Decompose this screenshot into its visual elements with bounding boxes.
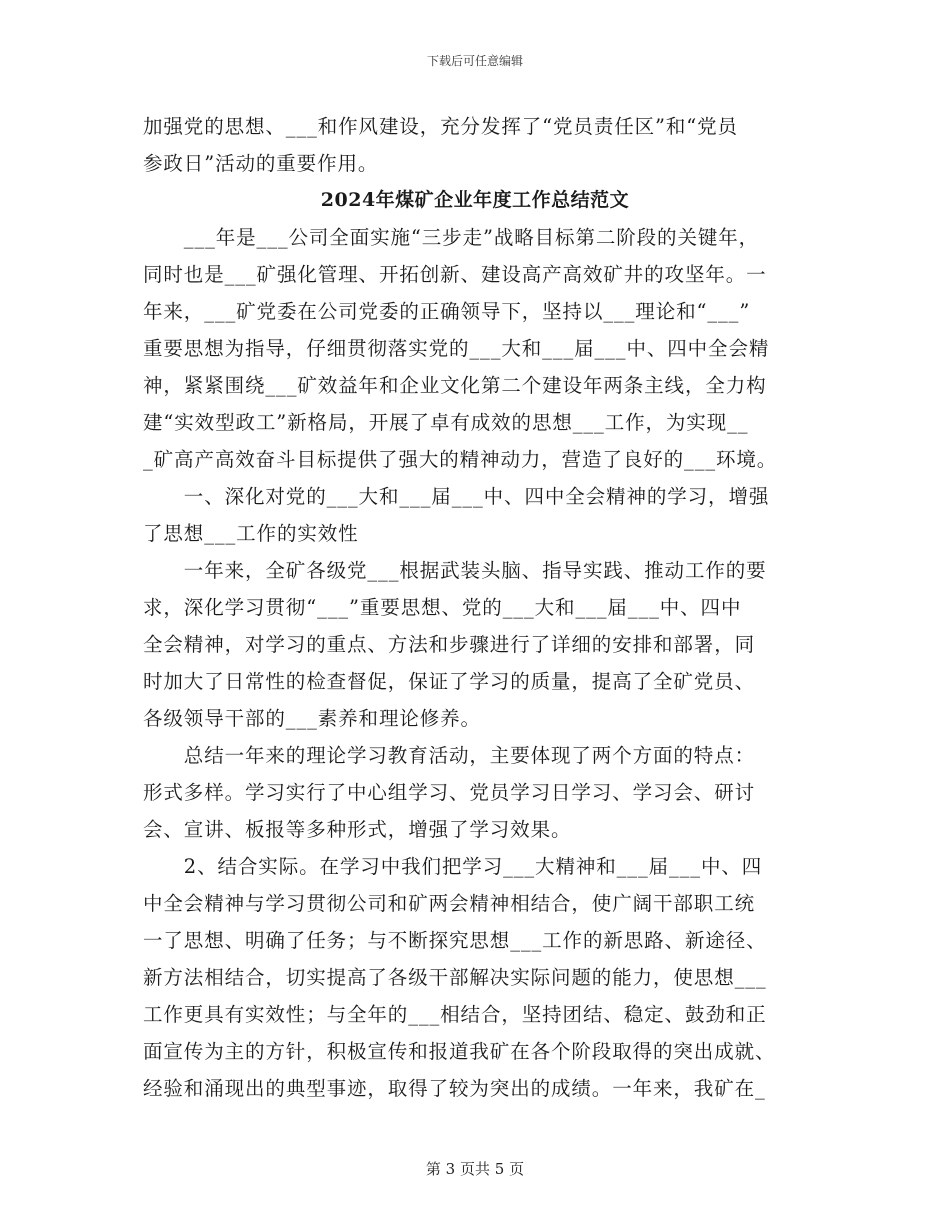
page-number-footer: 第 3 页共 5 页 <box>425 1160 525 1178</box>
body-line: 年来，___矿党委在公司党委的正确领导下，坚持以___理论和“___” <box>143 300 751 323</box>
body-line: 参政日”活动的重要作用。 <box>143 152 379 175</box>
body-line: 2、结合实际。在学习中我们把学习___大精神和___届___中、四 <box>143 855 763 878</box>
body-line: 会、宣讲、板报等多种形式，增强了学习效果。 <box>143 818 572 841</box>
body-line: 工作更具有实效性；与全年的___相结合，坚持团结、稳定、鼓劲和正 <box>143 1003 767 1026</box>
section-heading-line: 一、深化对党的___大和___届___中、四中全会精神的学习，增强 <box>143 485 770 508</box>
body-line: 神，紧紧围绕___矿效益年和企业文化第二个建设年两条主线，全力构 <box>143 374 767 397</box>
document-body <box>143 108 807 1107</box>
body-line: 一年来，全矿各级党___根据武装头脑、指导实践、推动工作的要 <box>143 559 767 582</box>
body-line: 建“实效型政工”新格局，开展了卓有成效的思想___工作，为实现__ <box>143 411 749 434</box>
body-line: 一了思想、明确了任务；与不断探究思想___工作的新思路、新途径、 <box>143 929 767 952</box>
body-line: _矿高产高效奋斗目标提供了强大的精神动力，营造了良好的___环境。 <box>143 448 778 471</box>
body-line: 面宣传为主的方针，积极宣传和报道我矿在各个阶段取得的突出成就、 <box>143 1040 776 1063</box>
body-line: 各级领导干部的___素养和理论修养。 <box>143 707 481 730</box>
body-line: 重要思想为指导，仔细贯彻落实党的___大和___届___中、四中全会精 <box>143 337 770 360</box>
body-line: 形式多样。学习实行了中心组学习、党员学习日学习、学习会、研讨 <box>143 781 756 804</box>
body-line: 全会精神，对学习的重点、方法和步骤进行了详细的安排和部署，同 <box>143 633 756 656</box>
body-line: ___年是___公司全面实施“三步走”战略目标第二阶段的关键年， <box>143 226 760 249</box>
body-line: 新方法相结合，切实提高了各级干部解决实际问题的能力，使思想___ <box>143 966 767 989</box>
body-line: 中全会精神与学习贯彻公司和矿两会精神相结合，使广阔干部职工统 <box>143 892 756 915</box>
header-note: 下载后可任意编辑 <box>426 54 523 68</box>
document-title: 2024年煤矿企业年度工作总结范文 <box>320 189 630 211</box>
body-line: 时加大了日常性的检查督促，保证了学习的质量，提高了全矿党员、 <box>143 670 756 693</box>
body-line: 加强党的思想、___和作风建设，充分发挥了“党员责任区”和“党员 <box>143 115 738 138</box>
body-line: 经验和涌现出的典型事迹，取得了较为突出的成绩。一年来，我矿在_ <box>143 1077 766 1100</box>
body-line: 求，深化学习贯彻“___”重要思想、党的___大和___届___中、四中 <box>143 596 742 619</box>
body-line: 同时也是___矿强化管理、开拓创新、建设高产高效矿井的攻坚年。一 <box>143 263 767 286</box>
body-line: 总结一年来的理论学习教育活动，主要体现了两个方面的特点： <box>143 744 756 767</box>
section-heading-line: 了思想___工作的实效性 <box>143 522 359 545</box>
